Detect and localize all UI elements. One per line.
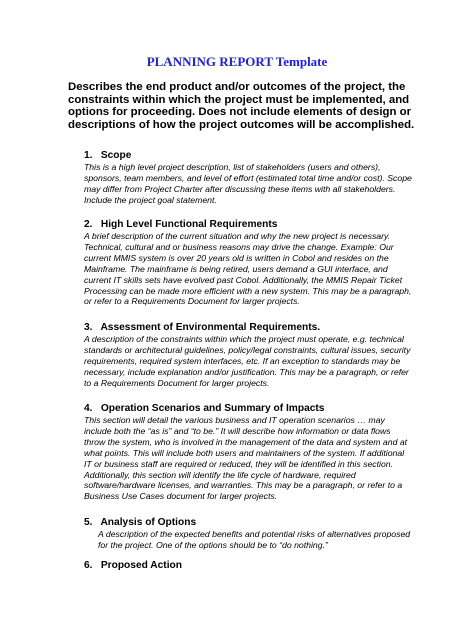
section-functional-requirements	[84, 219, 414, 307]
document-title: PLANNING REPORT Template	[146, 54, 328, 69]
section-scope	[84, 150, 414, 206]
section-heading	[84, 219, 414, 231]
section-number: 6.	[84, 560, 93, 571]
section-analysis-of-options	[84, 517, 414, 551]
section-title: Analysis of Options	[100, 517, 197, 528]
section-heading	[84, 517, 414, 529]
section-environmental-requirements	[84, 322, 414, 389]
section-heading	[84, 560, 414, 572]
section-title: Proposed Action	[100, 560, 182, 571]
section-title: Assessment of Environmental Requirements.	[100, 322, 321, 333]
section-number: 2.	[84, 219, 93, 230]
section-number: 5.	[84, 517, 93, 528]
section-title: High Level Functional Requirements	[100, 219, 278, 230]
section-title: Scope	[100, 150, 132, 161]
section-heading	[84, 150, 414, 162]
section-body: This is a high level project description, list of stakeholders (users and others), sponsors, team members, and level of effort (estimated total time and/or cost). Scope may differ from Project Charter after discussing these items with all stakeholders. Include the project goal statement.	[84, 162, 412, 205]
section-body: A description of the expected benefits and potential risks of alternatives proposed for the project. One of the options should be to “do nothing.”	[98, 529, 411, 550]
section-heading	[84, 322, 414, 334]
section-title: Operation Scenarios and Summary of Impacts	[100, 403, 325, 414]
section-body: A brief description of the current situation and why the new project is necessary. Technical, cultural and or business reasons may drive the change. Example: Our current MMIS system is over 20 years old is written in Cobol and resides on the Mainframe. The mainframe is being retired, users demand a GUI interface, and current IT skills sets have evolved past Cobol. Additionally, the MMIS Repair Ticket Processing can be made more efficient with a new system. This may be a paragraph, or refer to a Requirements Document for larger projects.	[84, 231, 412, 307]
section-operation-scenarios	[84, 403, 414, 502]
section-body: A description of the constraints within which the project must operate, e.g. technical standards or architectural guidelines, policy/legal constraints, cultural issues, security requirements, required system interfaces, etc. If an exception to standards may be necessary, include explanation and/or justification. This may be a paragraph, or refer to a Requirements Document for larger projects.	[84, 334, 411, 388]
section-heading	[84, 403, 414, 415]
section-number: 3.	[84, 322, 93, 333]
intro-paragraph: Describes the end product and/or outcomes of the project, the constraints within which the project must be implemented, and options for proceeding. Does not include elements of design or descriptions of how the project outcomes will be accomplished.	[68, 81, 415, 131]
section-proposed-action	[84, 560, 414, 572]
section-number: 4.	[84, 403, 93, 414]
section-number: 1.	[84, 150, 93, 161]
section-body: This section will detail the various business and IT operation scenarios … may include both the “as is” and “to be.” It will describe how information or data flows throw the system, who is involved in the management of the data and system and at what points. This will include both users and maintainers of the system. If additional IT or business staff are required or reduced, they will be identified in this section. Additionally, this section will identify the life cycle of hardware, required software/hardware licenses, and warranties. This may be a paragraph, or refer to a Business Use Cases document for larger projects.	[84, 415, 408, 502]
